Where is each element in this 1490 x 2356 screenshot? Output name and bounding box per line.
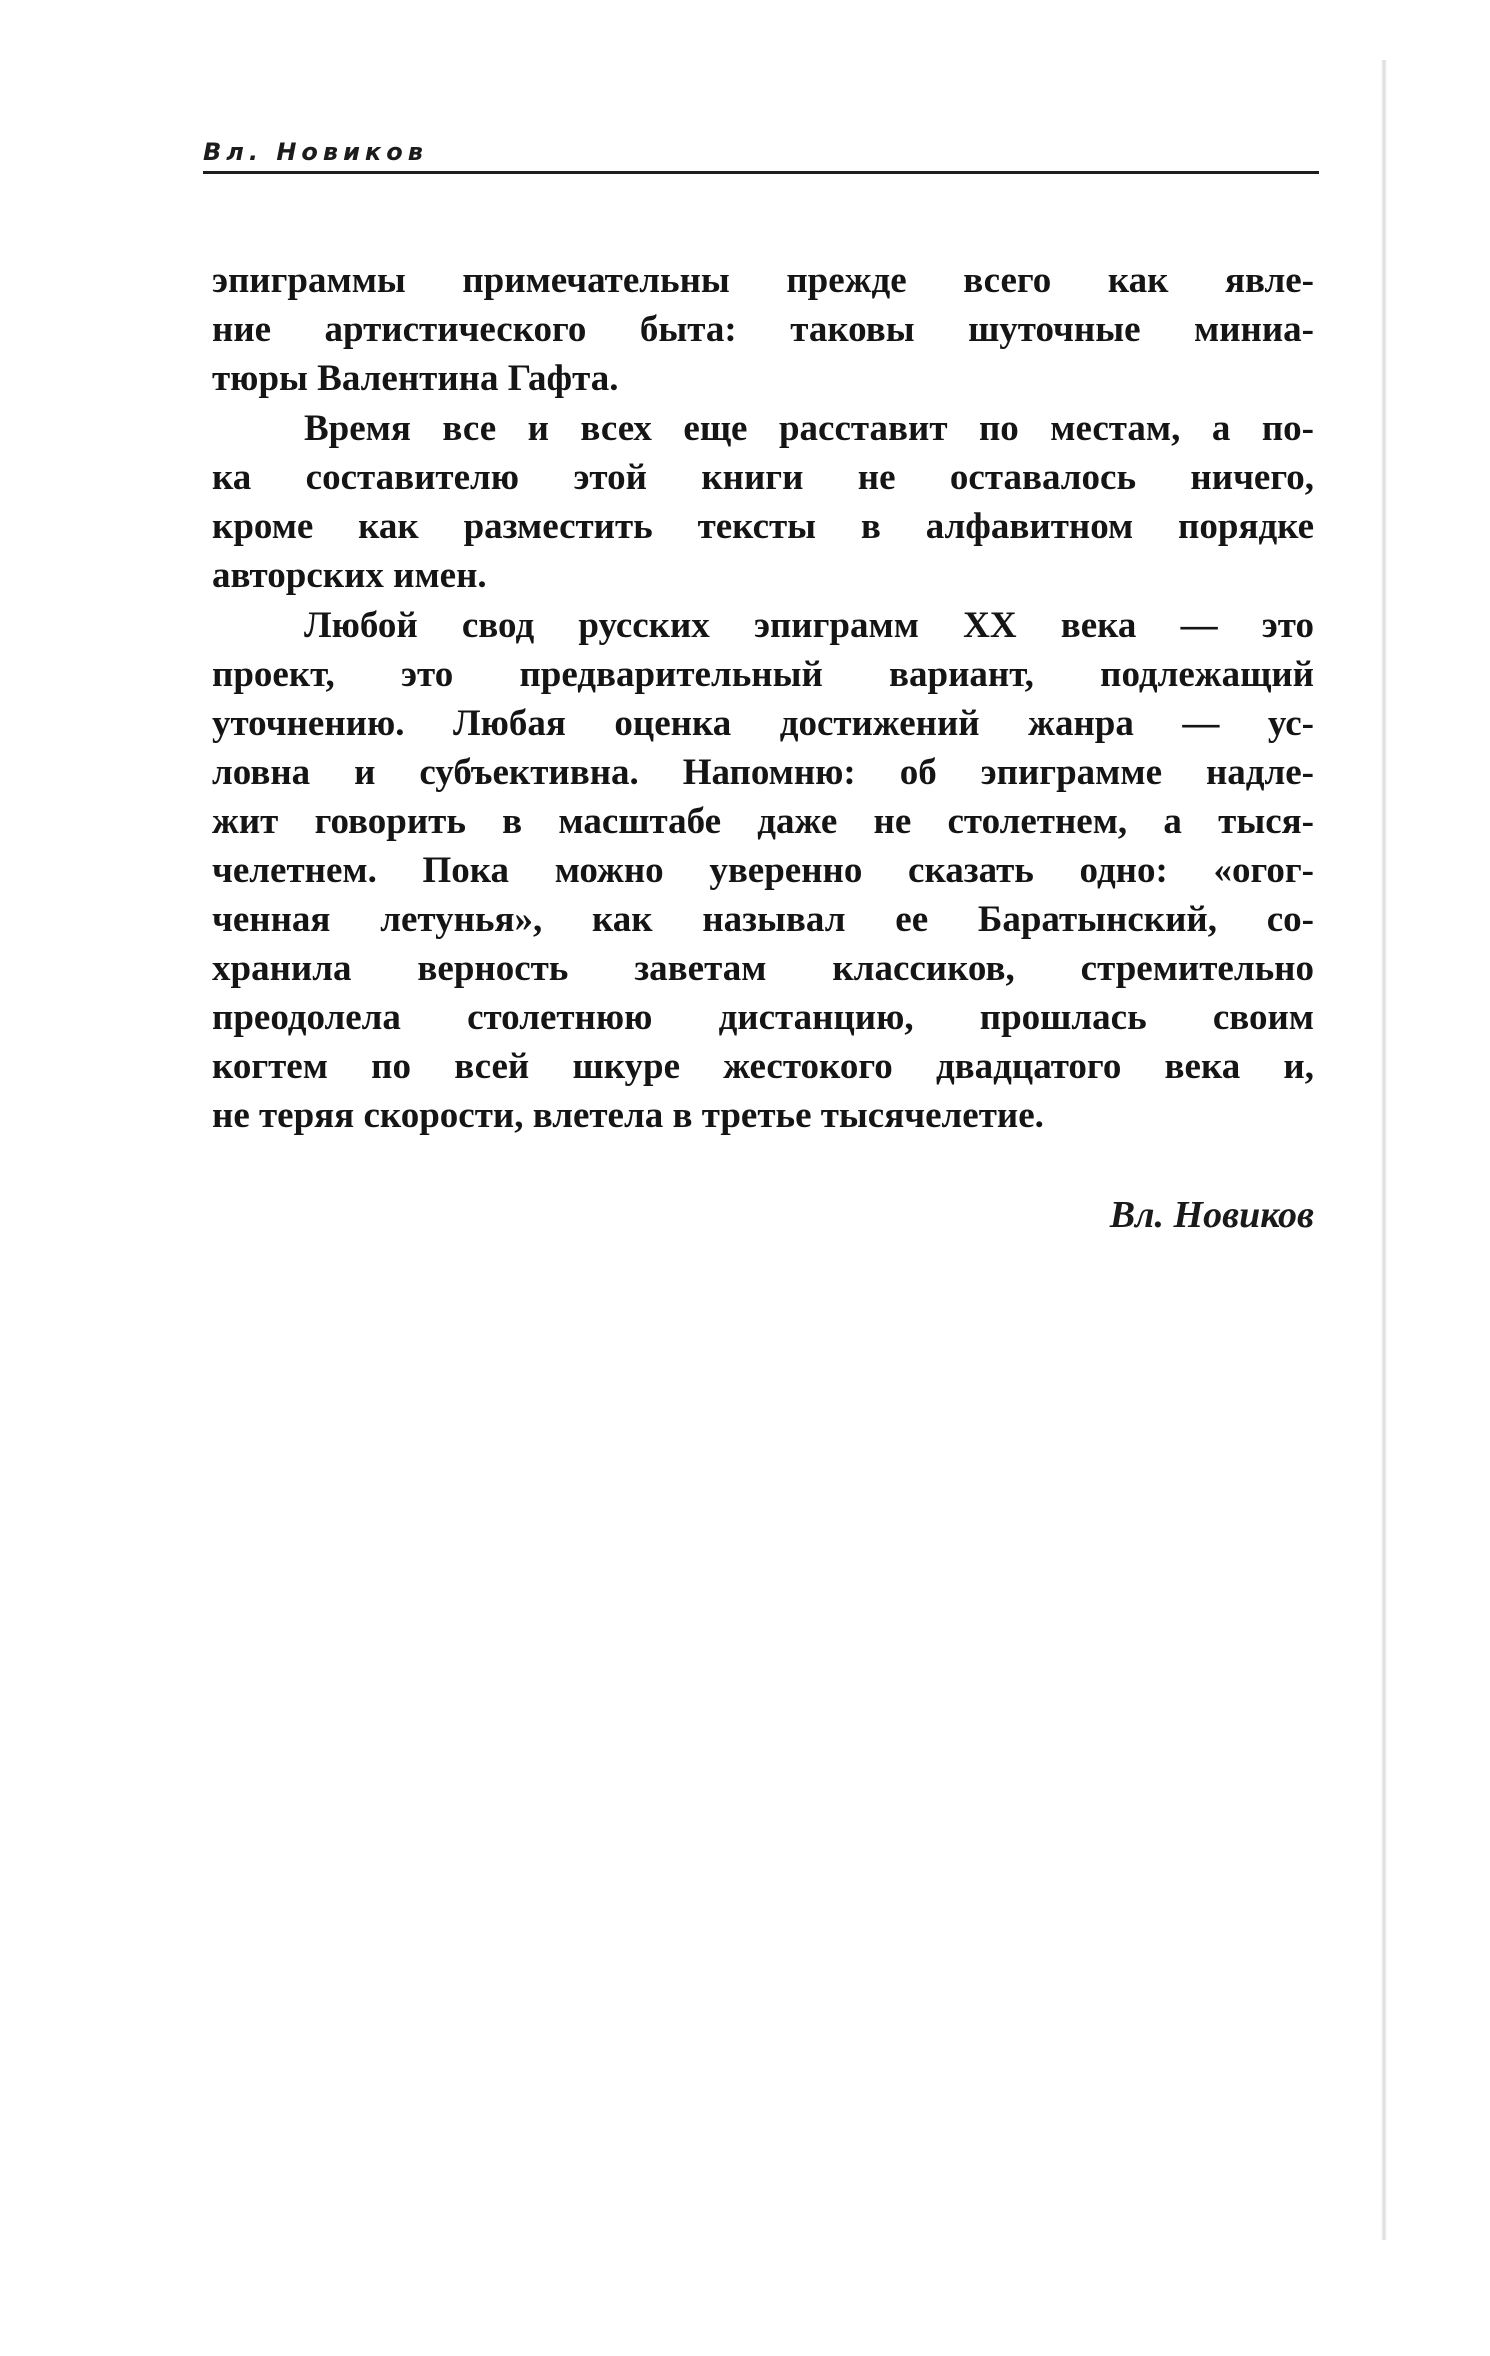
- header-rule: [203, 171, 1319, 174]
- text-line: преодолела столетнюю дистанцию, прошлась своим: [212, 997, 1314, 1038]
- paragraph: [212, 256, 1314, 403]
- text-line: хранила верность заветам классиков, стремительно: [212, 948, 1314, 989]
- text-line: уточнению. Любая оценка достижений жанра — ус-: [212, 703, 1314, 744]
- text-line: не теряя скорости, влетела в третье тысячелетие.: [212, 1095, 1044, 1136]
- scan-fold-shadow: [1381, 60, 1387, 2240]
- text-line: проект, это предварительный вариант, подлежащий: [212, 654, 1314, 695]
- text-line: Любой свод русских эпиграмм XX века — это: [304, 605, 1314, 646]
- text-line: когтем по всей шкуре жестокого двадцатого века и,: [212, 1046, 1314, 1087]
- text-line: тюры Валентина Гафта.: [212, 358, 619, 399]
- text-line: кроме как разместить тексты в алфавитном порядке: [212, 506, 1314, 547]
- text-line: эпиграммы примечательны прежде всего как явле-: [212, 260, 1314, 301]
- text-line: ка составителю этой книги не оставалось ничего,: [212, 457, 1314, 498]
- text-line: ченная летунья», как называл ее Баратынский, со-: [212, 899, 1314, 940]
- text-line: жит говорить в масштабе даже не столетнем, а тыся-: [212, 801, 1314, 842]
- paragraph: [212, 601, 1314, 1140]
- text-line: Время все и всех еще расставит по местам, а по-: [304, 408, 1314, 449]
- body-text: [212, 256, 1314, 1141]
- author-signature: Вл. Новиков: [1109, 1194, 1314, 1236]
- paragraph: [212, 404, 1314, 600]
- text-line: авторских имен.: [212, 555, 487, 596]
- text-line: ние артистического быта: таковы шуточные миниа-: [212, 309, 1314, 350]
- text-line: челетнем. Пока можно уверенно сказать одно: «огог-: [212, 850, 1314, 891]
- text-line: ловна и субъективна. Напомню: об эпиграмме надле-: [212, 752, 1314, 793]
- running-head: Вл. Новиков: [203, 138, 428, 166]
